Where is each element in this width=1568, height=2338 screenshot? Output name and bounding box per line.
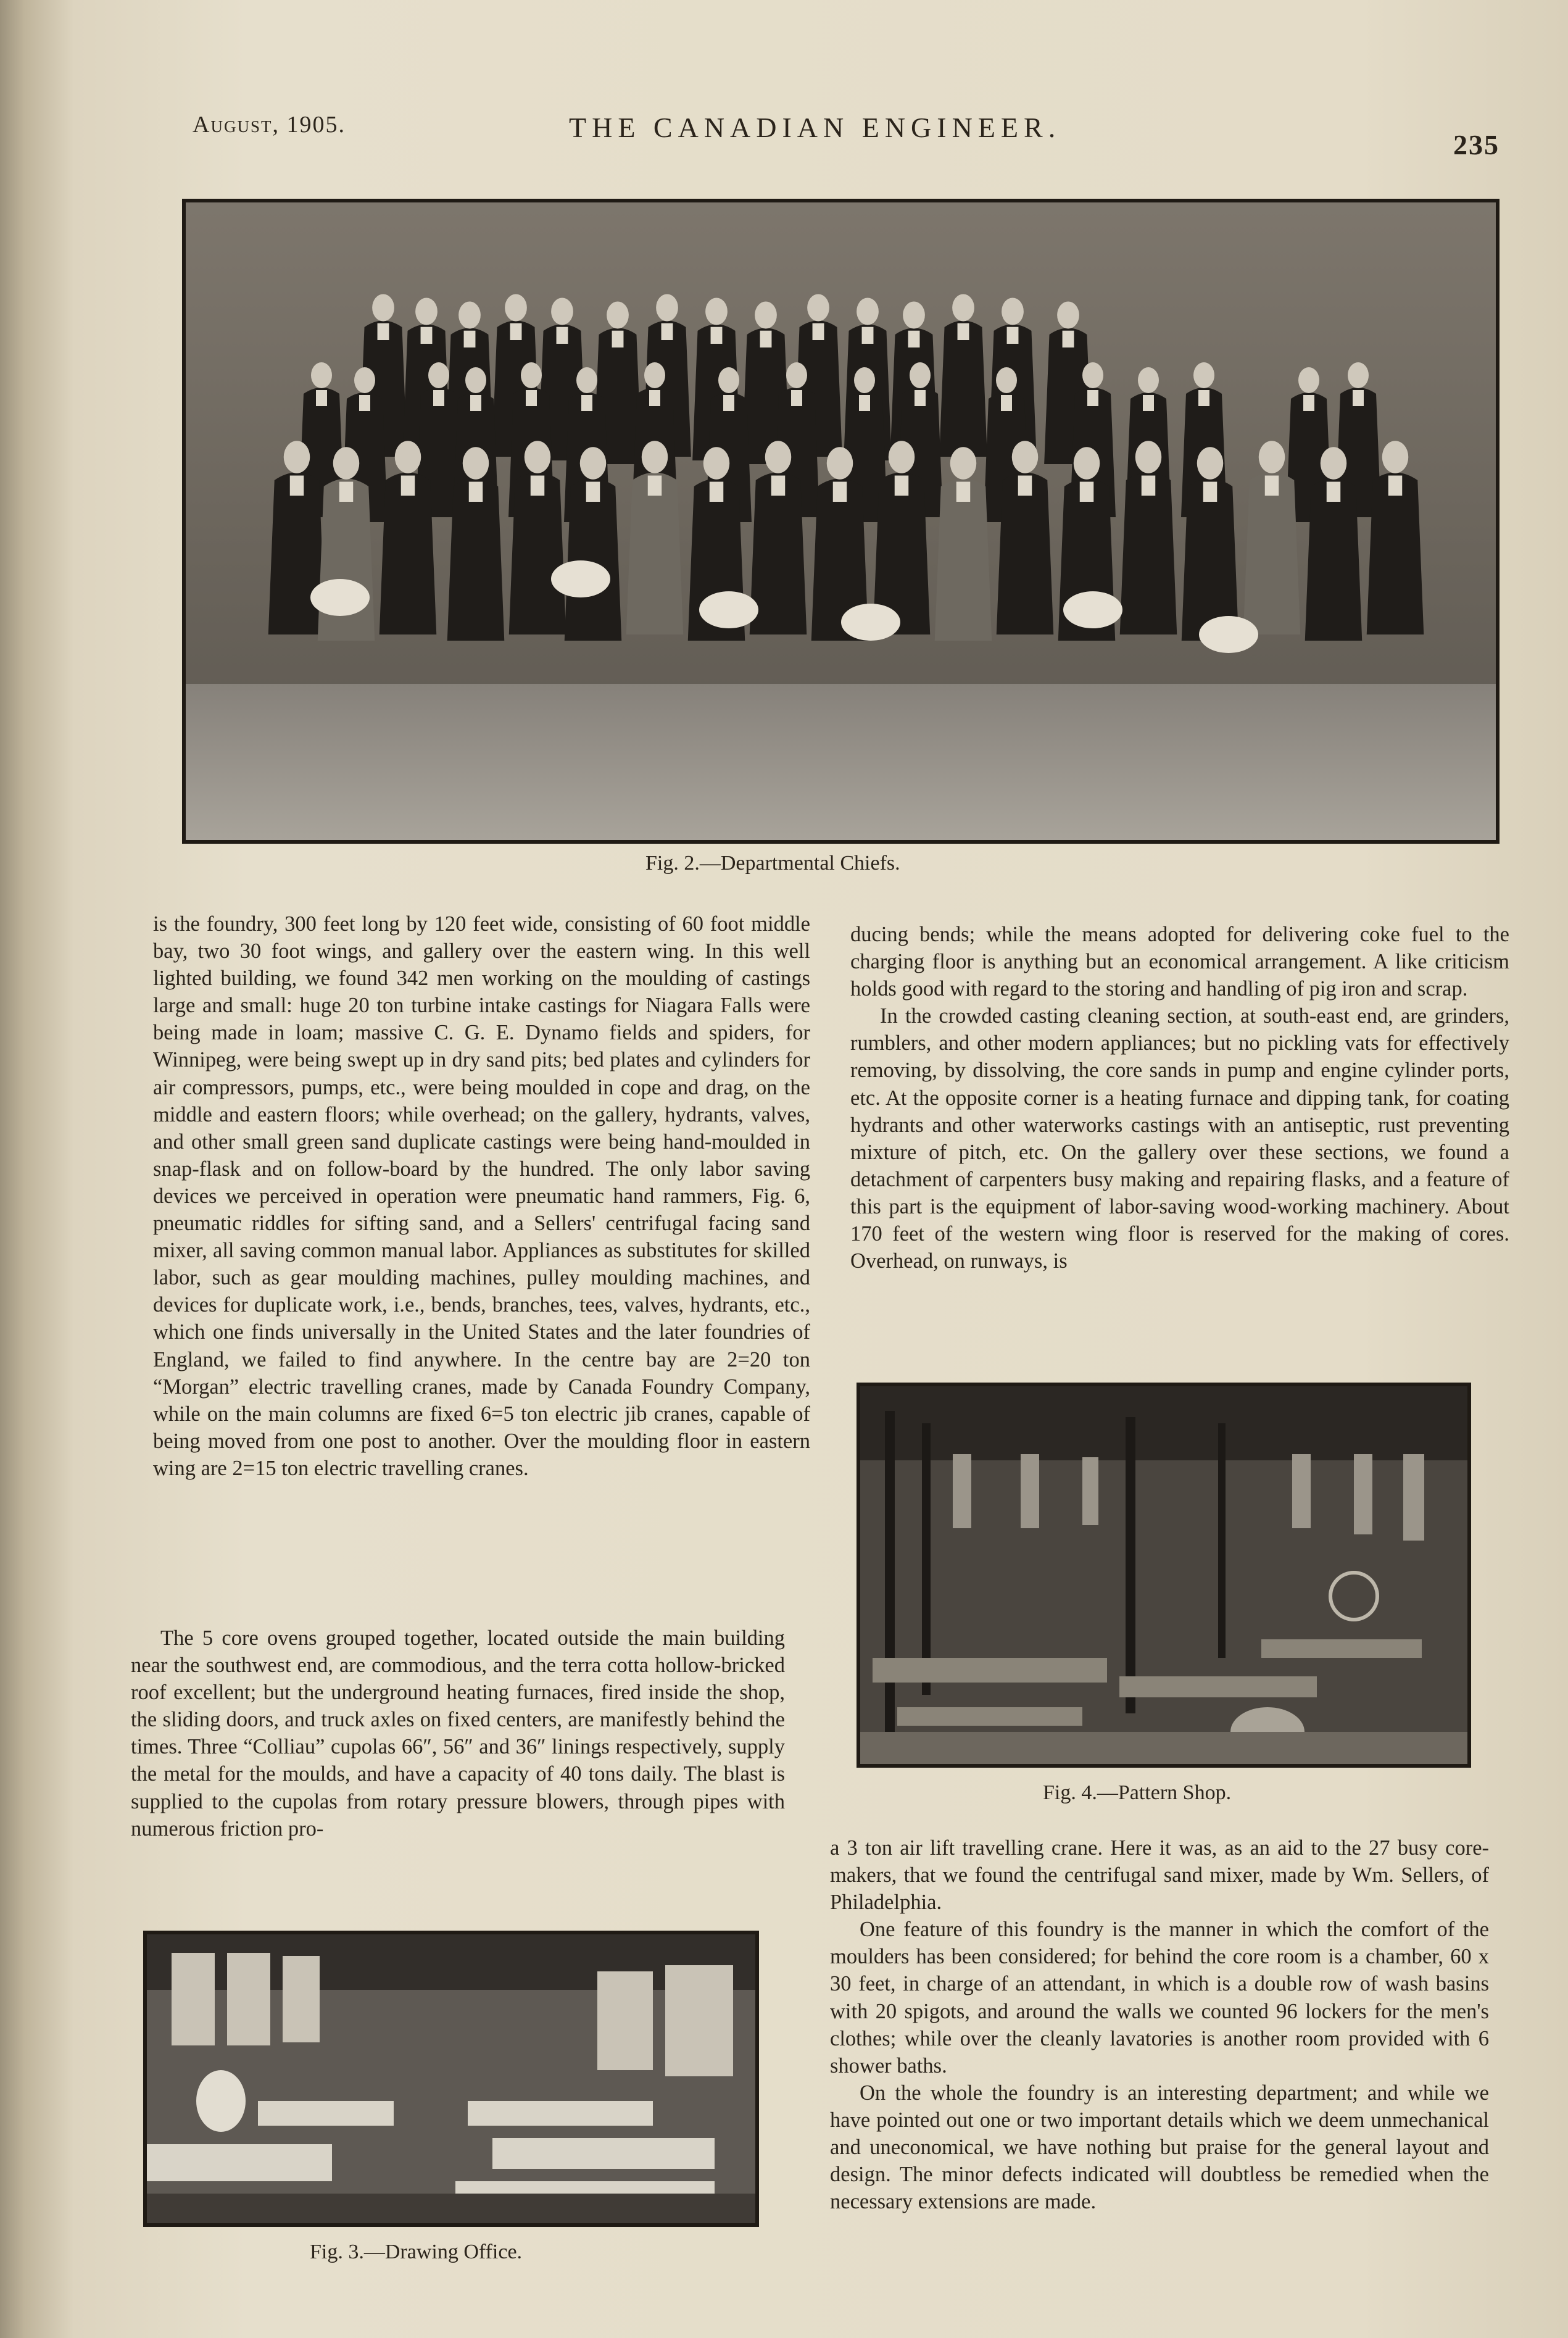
fig3-caption: Fig. 3.—Drawing Office. — [310, 2240, 523, 2263]
paragraph: a 3 ton air lift travelling crane. Here it was, as an aid to the 27 busy core-makers, that we found the centrifugal sand mixer, made by Wm. Sellers, of Philadelphia. — [830, 1836, 1489, 1915]
paragraph: In the crowded casting cleaning section, at south-east end, are grinders, rumblers, and other modern appliances; but no pickling vats for effectively removing, by dissolving, the core sands in pump and engine cylinder ports, etc. At the opposite corner is a heating furnace and dipping tank, for coating hydrants and other waterworks castings with an antiseptic, rust preventing mixture of pitch, etc. On the gallery over these sections, we found a detachment of carpenters busy making and repairing flasks, and a feature of this part is the equipment of labor-saving wood-working machinery. About 170 feet of the western wing floor is reserved for the making of cores. Overhead, on runways, is — [850, 1004, 1509, 1273]
fig3-photo — [143, 1931, 759, 2227]
journal-title: THE CANADIAN ENGINEER. — [569, 112, 1061, 143]
paragraph: The 5 core ovens grouped together, located outside the main building near the southwest end, are commodious, and the terra cotta hollow-bricked roof excellent; but the underground heating furnaces, fired inside the shop, the sliding doors, and truck axles on fixed centers, are manifestly behind the times. Three “Colliau” cupolas 66″, 56″ and 36″ linings respectively, supply the metal for the moulds, and have a capacity of 40 tons daily. The blast is supplied to the cupolas from rotary pressure blowers, through pipes with numerous friction pro- — [131, 1626, 785, 1841]
article-column-left-continued — [131, 1625, 785, 1842]
paragraph: ducing bends; while the means adopted for delivering coke fuel to the charging floor is anything but an economical arrangement. A like criticism holds good with regard to the storing and handling of pig iron and scrap. — [850, 923, 1509, 1001]
paragraph: is the foundry, 300 feet long by 120 feet wide, consisting of 60 foot middle bay, two 30 foot wings, and gallery over the eastern wing. In this well lighted building, we found 342 men working on the moulding of castings large and small: huge 20 ton turbine intake castings for Niagara Falls were being made in loam; massive C. G. E. Dynamo fields and spiders, for Winnipeg, were being swept up in dry sand pits; bed plates and cylinders for air compressors, pumps, etc., were being moulded in cope and drag, on the middle and eastern floors; while overhead; on the gallery, hydrants, valves, and other small green sand duplicate castings were being hand-moulded in snap-flask and on follow-board by the hundred. The only labor saving devices we perceived in operation were pneumatic hand rammers, Fig. 6, pneumatic riddles for sifting sand, and a Sellers' centrifugal facing sand mixer, all saving common manual labor. Appliances as substitutes for skilled labor, such as gear moulding machines, pulley moulding machines, and devices for duplicate work, i.e., bends, branches, tees, valves, hydrants, etc., which one finds universally in the United States and the later foundries of England, we failed to find anywhere. In the centre bay are 2=20 ton “Morgan” electric travelling cranes, made by Canada Foundry Company, while on the main columns are fixed 6=5 ton electric jib cranes, capable of being moved from one post to another. Over the moulding floor in eastern wing are 2=15 ton electric travelling cranes. — [153, 912, 810, 1480]
fig2-photo — [182, 199, 1500, 844]
article-column-left — [153, 910, 810, 1482]
fig2-caption: Fig. 2.—Departmental Chiefs. — [645, 852, 900, 875]
article-column-right-continued — [830, 1834, 1489, 2215]
fig4-photo — [857, 1383, 1471, 1768]
fig4-caption: Fig. 4.—Pattern Shop. — [1043, 1781, 1232, 1804]
page-number: 235 — [1453, 129, 1500, 160]
article-column-right — [850, 921, 1509, 1275]
paragraph: One feature of this foundry is the manner in which the comfort of the moulders has been considered; for behind the core room is a chamber, 60 x 30 feet, in charge of an attendant, in which is a double row of wash basins with 20 spigots, and around the walls we counted 96 lockers for the men's clothes; while over the cleanly lavatories is another room provided with 6 shower baths. — [830, 1918, 1489, 2078]
issue-date: August, 1905. — [193, 112, 346, 138]
paragraph: On the whole the foundry is an interesting department; and while we have pointed out one or two important details which we deem unmechanical and uneconomical, we have nothing but praise for the general layout and design. The minor defects indicated will doubtless be remedied when the necessary extensions are made. — [830, 2081, 1489, 2214]
